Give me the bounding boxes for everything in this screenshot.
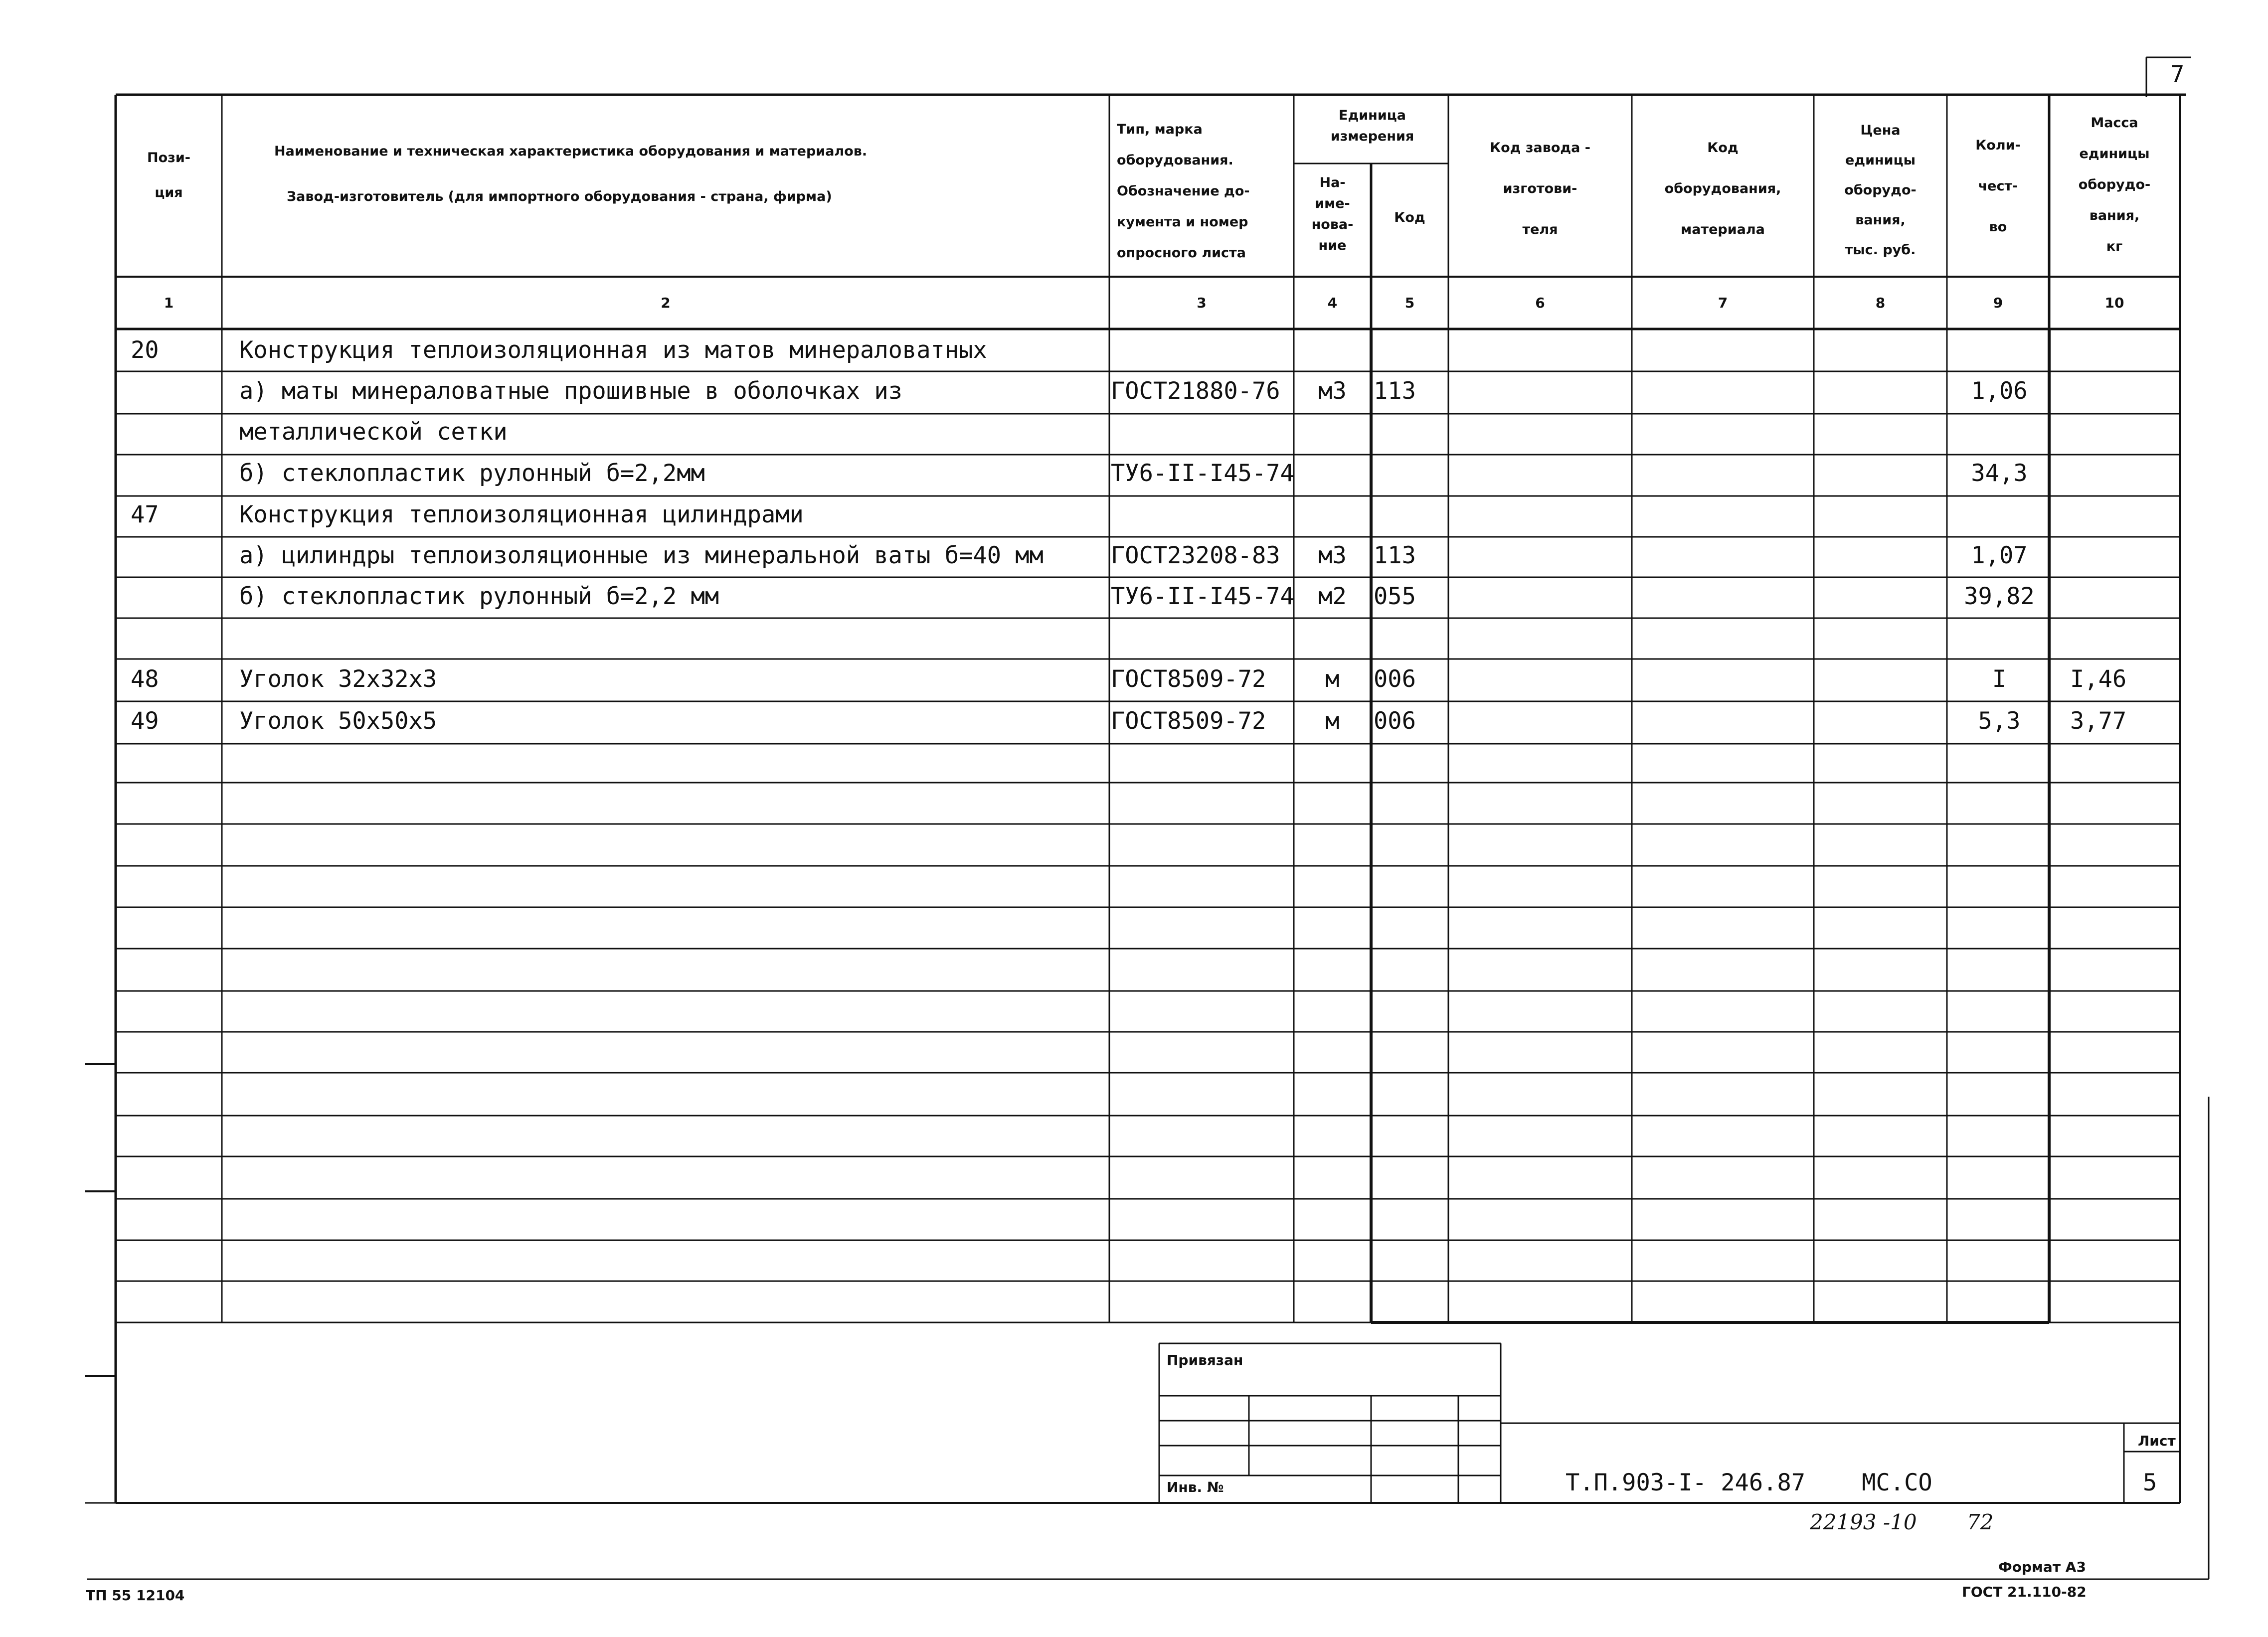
table-header bbox=[147, 108, 2150, 261]
row-position: 48 bbox=[131, 665, 159, 693]
header-unit-name: име- bbox=[1315, 196, 1350, 211]
header-unit-group: Единица bbox=[1339, 108, 1406, 123]
table-grid bbox=[85, 57, 2209, 1579]
header-unit-name: нова- bbox=[1311, 217, 1354, 232]
header-mass: кг bbox=[2106, 239, 2123, 254]
header-equipment-code: Код bbox=[1707, 140, 1739, 156]
stamp-designation: Т.П.903-I- 246.87 МС.СО bbox=[1566, 1469, 1932, 1496]
column-number: 4 bbox=[1327, 295, 1338, 311]
header-quantity: чест- bbox=[1978, 178, 2018, 194]
header-plant-code: изготови- bbox=[1503, 181, 1577, 196]
header-type: оборудования. bbox=[1117, 153, 1233, 168]
row-name: а) цилиндры теплоизоляционные из минеральной ваты б=40 мм bbox=[239, 542, 1044, 569]
handwritten-number: 22193 -10 bbox=[1810, 1510, 1917, 1534]
column-numbers-row bbox=[164, 295, 2124, 311]
header-position: ция bbox=[155, 185, 183, 200]
stamp-inv-label: Инв. № bbox=[1167, 1479, 1224, 1495]
header-equipment-code: материала bbox=[1681, 222, 1765, 237]
header-position: Пози- bbox=[147, 150, 190, 165]
column-number: 2 bbox=[661, 295, 671, 311]
row-document: ГОСТ21880-76 bbox=[1111, 377, 1280, 405]
column-number: 10 bbox=[2104, 295, 2124, 311]
header-plant-code: Код завода - bbox=[1490, 140, 1590, 156]
header-type: опросного листа bbox=[1117, 245, 1246, 261]
row-unit-code: 055 bbox=[1374, 583, 1416, 610]
row-position: 49 bbox=[131, 707, 159, 735]
row-quantity: I bbox=[1992, 665, 2007, 693]
row-name: б) стеклопластик рулонный б=2,2 мм bbox=[239, 583, 719, 610]
row-quantity: 1,07 bbox=[1971, 542, 2028, 569]
header-mass: единицы bbox=[2079, 146, 2150, 162]
row-unit: м3 bbox=[1318, 542, 1347, 569]
row-quantity: 39,82 bbox=[1964, 583, 2035, 610]
handwritten-sheet-count: 72 bbox=[1967, 1510, 1994, 1534]
row-unit: м3 bbox=[1318, 377, 1347, 405]
row-position: 47 bbox=[131, 501, 159, 528]
row-document: ТУ6-II-I45-74 bbox=[1111, 460, 1294, 487]
header-unit-group: измерения bbox=[1330, 129, 1414, 144]
row-document: ГОСТ23208-83 bbox=[1111, 542, 1280, 569]
header-equipment-code: оборудования, bbox=[1664, 181, 1781, 196]
header-unit-name: ние bbox=[1318, 238, 1347, 253]
row-document: ГОСТ8509-72 bbox=[1111, 665, 1266, 693]
column-number: 3 bbox=[1197, 295, 1207, 311]
header-type: Тип, марка bbox=[1117, 122, 1203, 137]
column-number: 6 bbox=[1535, 295, 1545, 311]
page-mark: 7 bbox=[2170, 61, 2185, 88]
row-quantity: 5,3 bbox=[1978, 707, 2021, 735]
header-price: тыс. руб. bbox=[1845, 242, 1916, 258]
row-unit-code: 113 bbox=[1374, 542, 1416, 569]
row-name: Конструкция теплоизоляционная из матов минераловатных bbox=[239, 336, 987, 364]
row-name: а) маты минераловатные прошивные в оболочках из bbox=[239, 377, 902, 405]
row-name: Уголок 32х32х3 bbox=[239, 665, 437, 693]
column-number: 8 bbox=[1875, 295, 1886, 311]
format-label: Формат А3 bbox=[1998, 1559, 2086, 1575]
header-manufacturer: Завод-изготовитель (для импортного оборудования - страна, фирма) bbox=[287, 189, 832, 204]
header-type: Обозначение до- bbox=[1117, 183, 1250, 199]
row-unit: м bbox=[1325, 707, 1340, 735]
header-name: Наименование и техническая характеристика оборудования и материалов. bbox=[274, 144, 868, 159]
column-number: 9 bbox=[1993, 295, 2003, 311]
row-unit: м bbox=[1325, 665, 1340, 693]
row-unit-code: 006 bbox=[1374, 665, 1416, 693]
standard-label: ГОСТ 21.110-82 bbox=[1962, 1584, 2087, 1600]
row-name: Уголок 50х50х5 bbox=[239, 707, 437, 735]
row-name: металлической сетки bbox=[239, 418, 508, 446]
row-quantity: 1,06 bbox=[1971, 377, 2028, 405]
row-document: ГОСТ8509-72 bbox=[1111, 707, 1266, 735]
row-unit-code: 113 bbox=[1374, 377, 1416, 405]
header-price: Цена bbox=[1860, 123, 1901, 138]
column-number: 5 bbox=[1404, 295, 1415, 311]
row-mass: I,46 bbox=[2070, 665, 2127, 693]
row-mass: 3,77 bbox=[2070, 707, 2127, 735]
header-mass: оборудо- bbox=[2078, 177, 2151, 192]
header-type: кумента и номер bbox=[1117, 214, 1248, 230]
row-document: ТУ6-II-I45-74 bbox=[1111, 583, 1294, 610]
header-price: вания, bbox=[1855, 212, 1906, 228]
column-number: 7 bbox=[1718, 295, 1728, 311]
header-price: единицы bbox=[1845, 153, 1916, 168]
header-mass: Масса bbox=[2091, 115, 2138, 131]
left-code: ТП 55 12104 bbox=[86, 1587, 185, 1604]
row-quantity: 34,3 bbox=[1971, 460, 2028, 487]
header-quantity: во bbox=[1989, 219, 2007, 235]
row-unit: м2 bbox=[1318, 583, 1347, 610]
header-quantity: Коли- bbox=[1975, 138, 2021, 153]
stamp-sheet-label: Лист bbox=[2138, 1433, 2176, 1449]
table-body bbox=[131, 336, 2126, 735]
header-mass: вания, bbox=[2089, 208, 2140, 223]
row-name: б) стеклопластик рулонный б=2,2мм bbox=[239, 460, 705, 487]
stamp-bound-label: Привязан bbox=[1167, 1352, 1243, 1368]
header-unit-name: На- bbox=[1319, 175, 1346, 190]
header-unit-code: Код bbox=[1394, 210, 1425, 225]
row-unit-code: 006 bbox=[1374, 707, 1416, 735]
header-price: оборудо- bbox=[1844, 182, 1917, 198]
column-number: 1 bbox=[164, 295, 174, 311]
row-position: 20 bbox=[131, 336, 159, 364]
stamp-sheet-number: 5 bbox=[2143, 1469, 2157, 1496]
row-name: Конструкция теплоизоляционная цилиндрами bbox=[239, 501, 804, 528]
header-plant-code: теля bbox=[1522, 222, 1558, 237]
